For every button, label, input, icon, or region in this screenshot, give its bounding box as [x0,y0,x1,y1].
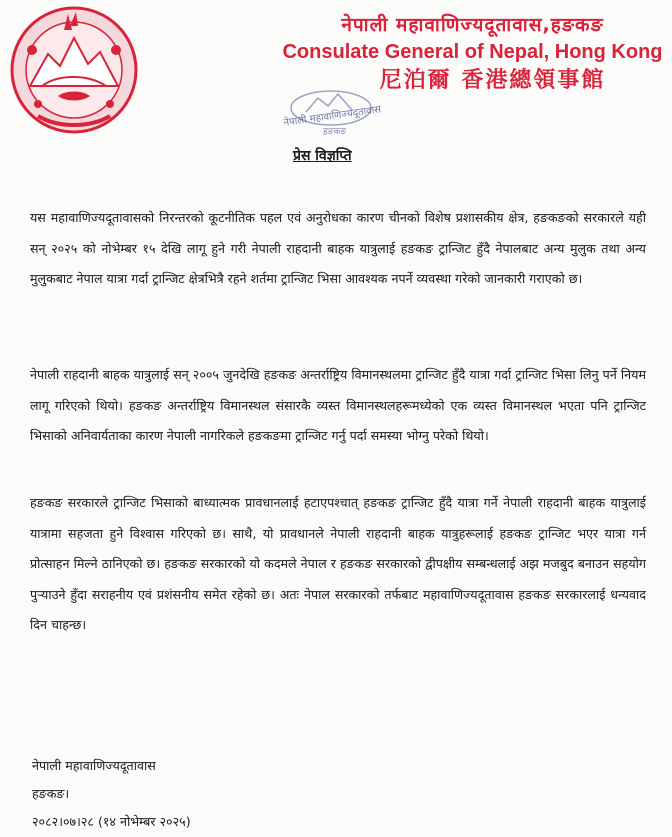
consulate-name-english: Consulate General of Nepal, Hong Kong [282,41,663,63]
nepal-emblem-icon [8,4,140,136]
signature-date: २०८२।०७।२८ (१४ नोभेम्बर २०२५) [32,814,191,829]
consulate-header [280,12,665,96]
signature-office: नेपाली महावाणिज्यदूतावास [32,758,156,773]
stamp-text: नेपाली महावाणिज्यदूतावास [282,104,382,129]
stamp-subtext: हङकङ [323,127,347,137]
signature-city: हङकङ। [32,786,70,801]
paragraph-3: हङकङ सरकारले ट्रान्जिट भिसाको बाध्यात्मक प्रावधानलाई हटाएपश्चात् हङकङ ट्रान्जिट हुँदै यात्रा गर्ने नेपाली राहदानी बाहक यात्रुलाई यात्रामा सहजता हुने विश्वास गरिएको छ। साथै, यो प्रावधानले नेपाली राहदानी बाहक यात्रुहरूलाई हङकङ ट्रान्जिट भएर यात्रा गर्न प्रोत्साहन मिल्ने ठानिएको छ। हङकङ सरकारको यो कदमले नेपाल र हङकङ सरकारको द्वीपक्षीय सम्बन्धलाई अझ मजबुद बनाउन सहयोग पुर्‍याउने हुँदा सराहनीय एवं प्रशंसनीय समेत रहेको छ। अतः नेपाल सरकारको तर्फबाट महावाणिज्यदूतावास हङकङ सरकारलाई धन्यवाद दिन चाहन्छ। [30,495,646,633]
signature-block [32,752,191,836]
consulate-name-nepali: नेपाली महावाणिज्यदूतावास,हङकङ [341,14,604,36]
consulate-name-chinese: 尼泊爾 香港總領事館 [379,68,606,93]
paragraph-1: यस महावाणिज्यदूतावासको निरन्तरको कूटनीतिक पहल एवं अनुरोधका कारण चीनको विशेष प्रशासकीय क्षेत्र, हङकङको सरकारले यही सन् २०२५ को नोभेम्बर १५ देखि लागू हुने गरी नेपाली राहदानी बाहक यात्रुलाई हङकङ ट्रान्जिट हुँदै नेपालबाट अन्य मुलुक तथा अन्य मुलुकबाट नेपाल यात्रा गर्दा ट्रान्जिट क्षेत्रभित्रै रहने शर्तमा ट्रान्जिट भिसा आवश्यक नपर्ने व्यवस्था गरेको जानकारी गराएको छ। [30,210,646,287]
letterhead [0,0,672,140]
document-title: प्रेस विज्ञप्ति [293,148,352,164]
paragraph-2: नेपाली राहदानी बाहक यात्रुलाई सन् २००५ जुनदेखि हङकङ अन्तर्राष्ट्रिय विमानस्थलमा ट्रान्जिट हुँदै यात्रा गर्दा ट्रान्जिट भिसा लिनु पर्ने नियम लागू गरिएको थियो। हङकङ अन्तर्राष्ट्रिय विमानस्थल संसारकै व्यस्त विमानस्थलहरूमध्येको एक व्यस्त विमानस्थल भएता पनि ट्रान्जिट भिसाको अनिवार्यताका कारण नेपाली नागरिकले हङकङमा ट्रान्जिट गर्नु पर्दा समस्या भोग्नु परेको थियो। [30,367,646,444]
